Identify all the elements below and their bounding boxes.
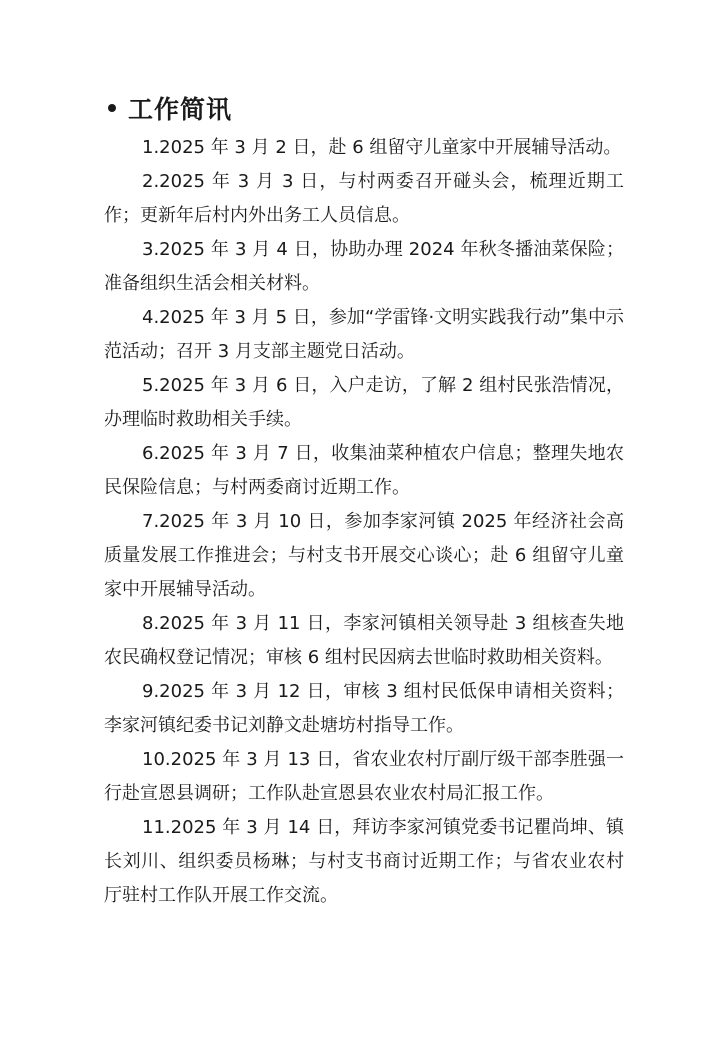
news-item: 3.2025 年 3 月 4 日，协助办理 2024 年秋冬播油菜保险；准备组织生活会相关材料。 [104, 239, 624, 294]
news-item: 1.2025 年 3 月 2 日，赴 6 组留守儿童家中开展辅导活动。 [142, 137, 622, 158]
section-heading [108, 90, 232, 126]
news-item: 2.2025 年 3 月 3 日，与村两委召开碰头会，梳理近期工作；更新年后村内外出务工人员信息。 [104, 171, 624, 226]
news-item: 6.2025 年 3 月 7 日，收集油菜种植农户信息；整理失地农民保险信息；与村两委商讨近期工作。 [104, 443, 624, 498]
news-item: 8.2025 年 3 月 11 日，李家河镇相关领导赴 3 组核查失地农民确权登记情况；审核 6 组村民因病去世临时救助相关资料。 [104, 613, 624, 668]
news-item: 11.2025 年 3 月 14 日，拜访李家河镇党委书记瞿尚坤、镇长刘川、组织委员杨琳；与村支书商讨近期工作；与省农业农村厅驻村工作队开展工作交流。 [104, 817, 624, 906]
news-item: 10.2025 年 3 月 13 日，省农业农村厅副厅级干部李胜强一行赴宣恩县调研；工作队赴宣恩县农业农村局汇报工作。 [104, 749, 624, 804]
news-list [104, 131, 624, 913]
section-title: 工作简讯 [128, 95, 233, 124]
bullet-icon [108, 104, 116, 112]
news-item: 5.2025 年 3 月 6 日，入户走访，了解 2 组村民张浩情况，办理临时救助相关手续。 [104, 375, 624, 430]
news-item: 4.2025 年 3 月 5 日，参加“学雷锋·文明实践我行动”集中示范活动；召开 3 月支部主题党日活动。 [104, 307, 624, 362]
news-item: 7.2025 年 3 月 10 日，参加李家河镇 2025 年经济社会高质量发展工作推进会；与村支书开展交心谈心；赴 6 组留守儿童家中开展辅导活动。 [104, 511, 624, 600]
news-item: 9.2025 年 3 月 12 日，审核 3 组村民低保申请相关资料；李家河镇纪委书记刘静文赴塘坊村指导工作。 [104, 681, 624, 736]
